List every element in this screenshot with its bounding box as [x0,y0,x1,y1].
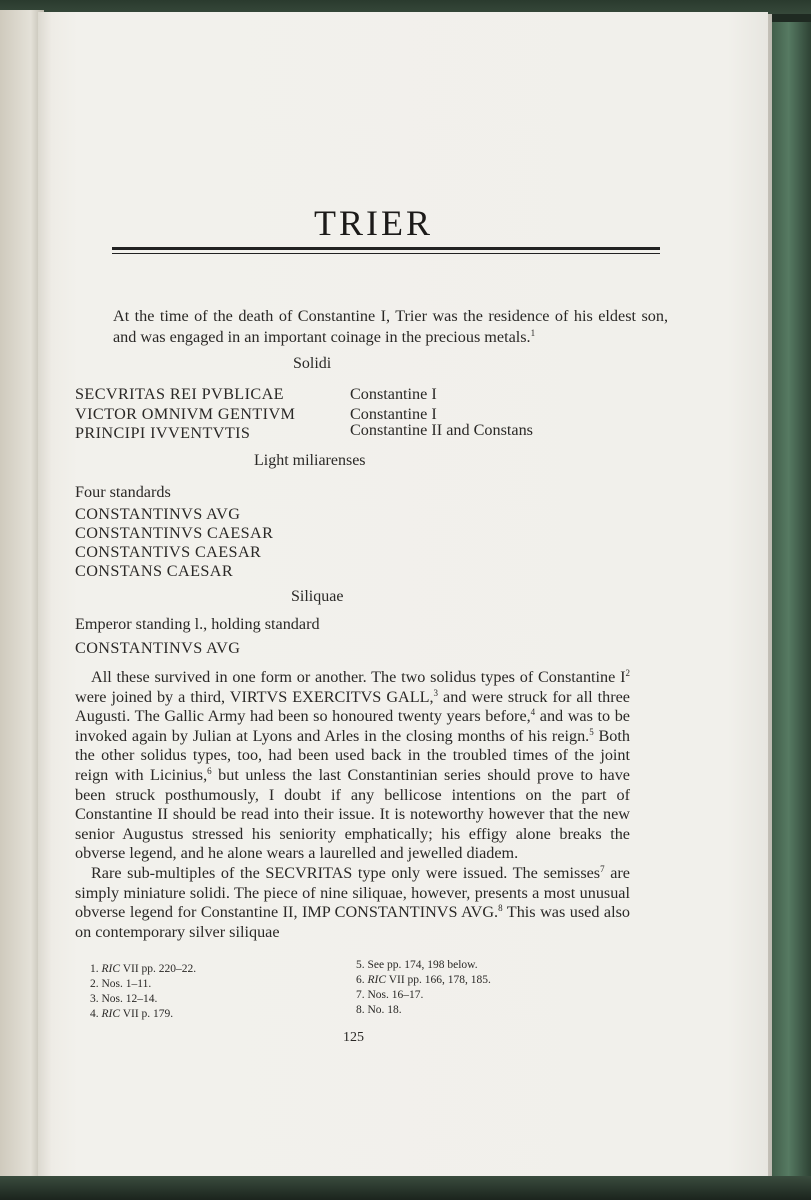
footnote-item: 1. RIC VII pp. 220–22. [90,963,197,975]
section-heading-miliarenses: Light miliarenses [254,452,366,469]
footnote-ref: 7 [600,863,605,874]
footnote-item: 3. Nos. 12–14. [90,993,158,1005]
solidi-issuer-2: Constantine I [350,405,437,423]
page-title: TRIER [314,203,433,243]
solidi-legend-3: PRINCIPI IVVENTVTIS [75,424,251,442]
footnote-item: 8. No. 18. [356,1004,402,1016]
miliarenses-caption: Four standards [75,483,171,501]
footnote-item: 6. RIC VII pp. 166, 178, 185. [356,974,491,986]
section-heading-siliquae: Siliquae [291,588,344,605]
footnote-item: 4. RIC VII p. 179. [90,1008,174,1020]
section-heading-solidi: Solidi [293,355,332,372]
paragraph-1: All these survived in one form or another. The two solidus types of Constantine $I^2$ were joined by a third, VIRTVS EXERCITVS GALL,$^3$ and were struck for all three Augusti. The Gallic Army had been so honoured twenty years before,$^4$ and was to be invoked again by Julian at Lyons and Arles in the closing months of his reign.$^5$ Both the other solidus types, too, had been used back in the troubled times of the joint reign with Licinius,$^6$ but unless the last Constantinian series should prove to have been struck posthumously, I doubt if any bellicose intentions on the part of Constantine II should be read into their issue. It is noteworthy however that the new senior Augustus stressed his seniority emphatically; his effigy alone breaks the obverse legend, and he alone wears a laurelled and jewelled diadem. [75,668,630,863]
miliarenses-legend-3: CONSTANTIVS CAESAR [75,543,262,561]
footnote-ref: 8 [498,903,503,914]
footnote-ref: 1 [530,328,536,338]
solidi-issuer-1: Constantine I [350,385,437,403]
title-rule-thick [112,247,660,250]
footnote-ref: 4 [530,707,536,718]
book-bottom-edge [0,1176,811,1200]
miliarenses-legend-2: CONSTANTINVS CAESAR [75,524,274,542]
book-cover-edge [770,22,811,1182]
footnote-ref: 3 [433,687,439,698]
footnotes-right [356,958,491,1018]
solidi-legend-2: VICTOR OMNIVM GENTIVM [75,405,296,423]
siliquae-legend: CONSTANTINVS AVG [75,639,241,657]
footnotes-left [90,962,196,1022]
siliquae-caption: Emperor standing l., holding standard [75,615,320,633]
solidi-issuer-3: Constantine II and Constans [350,421,533,439]
solidi-legend-1: SECVRITAS REI PVBLICAE [75,385,284,403]
footnote-ref: 2 [625,668,630,678]
body-text [75,668,630,942]
title-rule-thin [112,253,660,254]
footnote-item: 5. See pp. 174, 198 below. [356,959,478,971]
footnote-ref: 6 [207,765,212,776]
paragraph-2: Rare sub-multiples of the SECVRITAS type only were issued. The semisses$^7$ are simply miniature solidi. The piece of nine siliquae, however, presents a most unusual obverse legend for Constantine II, IMP CONSTANTINVS AVG.$^8$ This was used also on contemporary silver siliquae [75,863,630,941]
page-number: 125 [343,1030,364,1045]
miliarenses-legend-4: CONSTANS CAESAR [75,562,234,580]
book-page [38,12,768,1176]
miliarenses-legend-1: CONSTANTINVS AVG [75,505,241,523]
intro-paragraph: At the time of the death of Constantine I, Trier was the residence of his eldest son, and was engaged in an important coinage in the precious metals.$^1$ [113,307,668,346]
footnote-item: 2. Nos. 1–11. [90,978,152,990]
footnote-item: 7. Nos. 16–17. [356,989,424,1001]
footnote-ref: 5 [589,726,594,737]
